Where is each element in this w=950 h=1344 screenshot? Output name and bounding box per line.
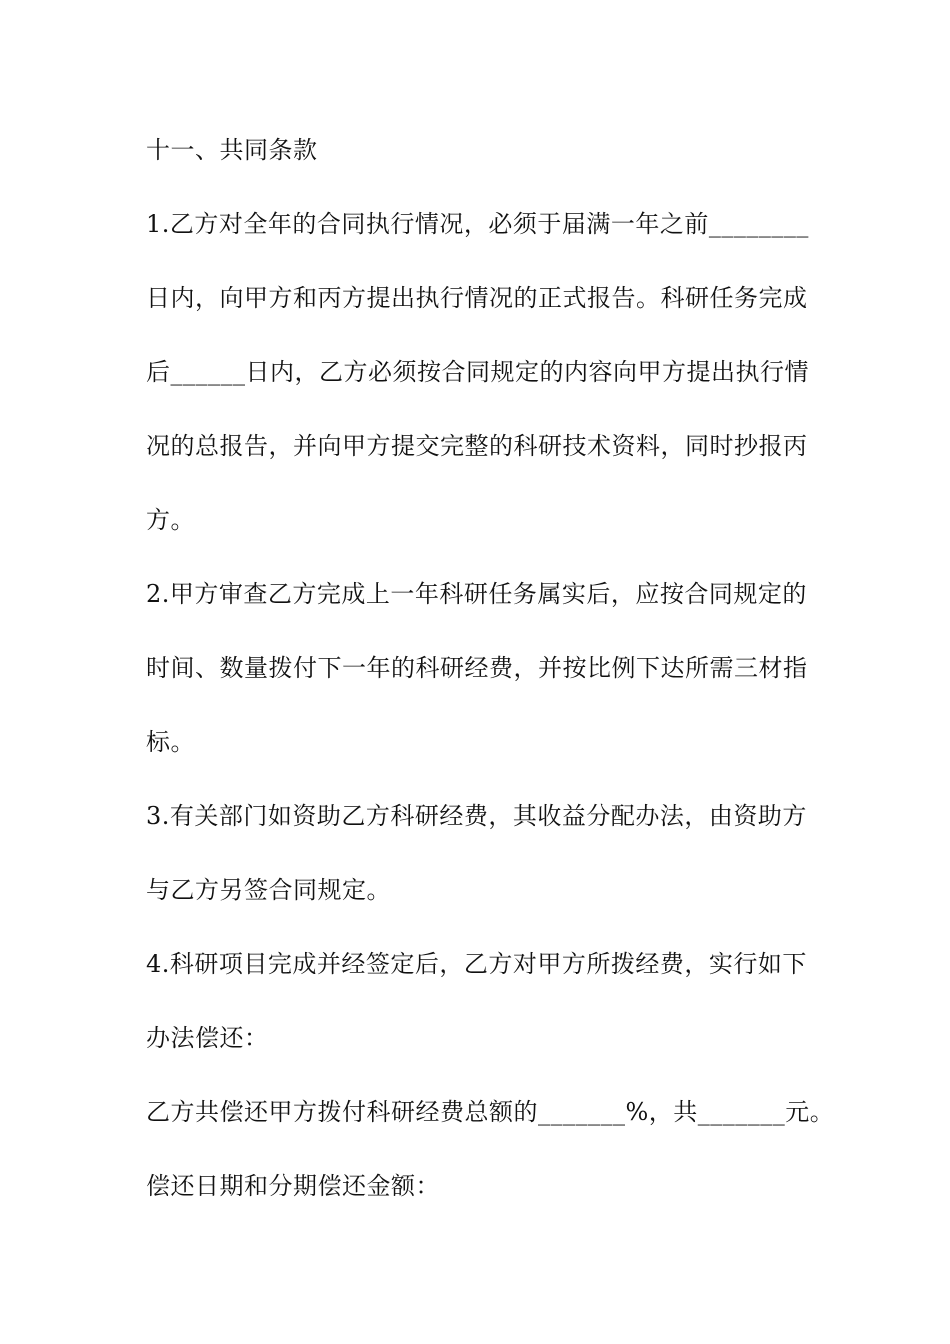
clause-3-line-1: 3.有关部门如资助乙方科研经费，其收益分配办法，由资助方: [146, 802, 807, 830]
clause-1-line-3: 后______日内，乙方必须按合同规定的内容向甲方提出执行情: [146, 358, 809, 386]
repayment-total-line: 乙方共偿还甲方拨付科研经费总额的_______%，共_______元。: [146, 1098, 835, 1126]
clause-1-line-5: 方。: [146, 506, 195, 534]
clause-1-line-1: 1.乙方对全年的合同执行情况，必须于届满一年之前________: [146, 210, 809, 238]
repayment-schedule-line: 偿还日期和分期偿还金额：: [146, 1172, 440, 1200]
clause-2-line-3: 标。: [146, 728, 195, 756]
clause-4-line-1: 4.科研项目完成并经签定后，乙方对甲方所拨经费，实行如下: [146, 950, 807, 978]
clause-4-line-2: 办法偿还：: [146, 1024, 269, 1052]
clause-1-line-2: 日内，向甲方和丙方提出执行情况的正式报告。科研任务完成: [146, 284, 808, 312]
clause-3-line-2: 与乙方另签合同规定。: [146, 876, 391, 904]
clause-2-line-1: 2.甲方审查乙方完成上一年科研任务属实后，应按合同规定的: [146, 580, 807, 608]
clause-2-line-2: 时间、数量拨付下一年的科研经费，并按比例下达所需三材指: [146, 654, 808, 682]
clause-1-line-4: 况的总报告，并向甲方提交完整的科研技术资料，同时抄报丙: [146, 432, 808, 460]
section-heading: 十一、共同条款: [146, 136, 318, 164]
